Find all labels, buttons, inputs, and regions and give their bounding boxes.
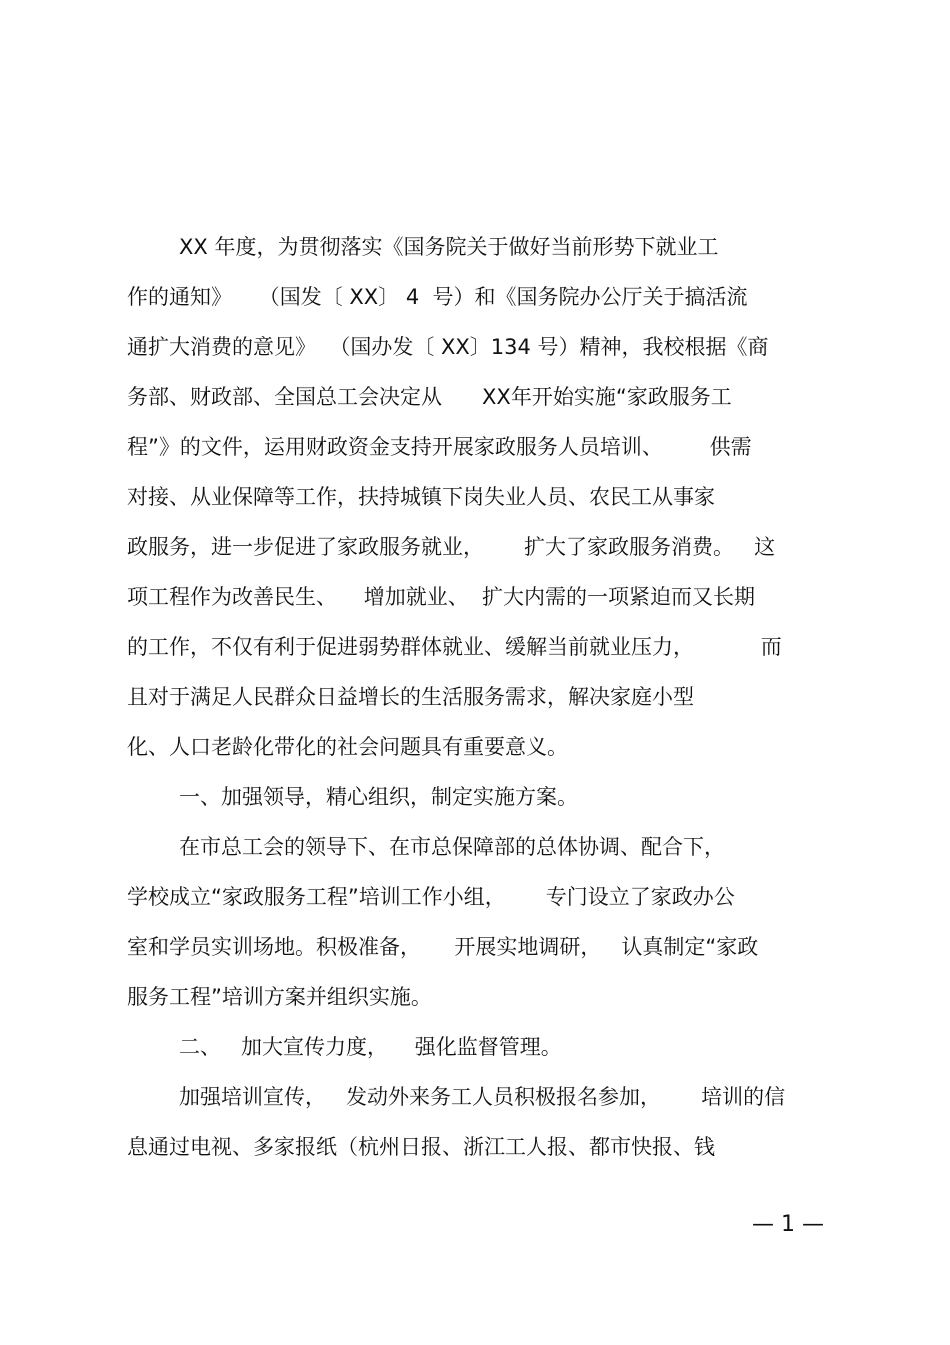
text-line: 且对于满足人民群众日益增长的生活服务需求，解决家庭小型 bbox=[127, 685, 694, 709]
text-line: 对接、从业保障等工作，扶持城镇下岗失业人员、农民工从事家 bbox=[127, 485, 715, 509]
text-line: 服务工程”培训方案并组织实施。 bbox=[127, 985, 432, 1009]
text-line: XX 年度，为贯彻落实《国务院关于做好当前形势下就业工 bbox=[179, 235, 719, 259]
text-line: 项工程作为改善民生、 增加就业、 扩大内需的一项紧迫而又长期 bbox=[127, 585, 756, 609]
body-text bbox=[127, 222, 847, 1172]
text-line: 的工作，不仅有利于促进弱势群体就业、缓解当前就业压力， 而 bbox=[127, 635, 782, 659]
text-line: 加强培训宣传， 发动外来务工人员积极报名参加， 培训的信 bbox=[179, 1085, 786, 1109]
text-line: 通扩大消费的意见》 （国办发〔 XX〕134 号）精神，我校根据《商 bbox=[127, 335, 769, 359]
text-line: 在市总工会的领导下、在市总保障部的总体协调、配合下， bbox=[179, 835, 725, 859]
text-line: 务部、财政部、全国总工会决定从 XX年开始实施“家政服务工 bbox=[127, 385, 732, 409]
section-heading: 一、加强领导，精心组织，制定实施方案。 bbox=[179, 785, 578, 809]
text-line: 化、人口老龄化带化的社会问题具有重要意义。 bbox=[127, 735, 568, 759]
text-line: 程”》的文件，运用财政资金支持开展家政服务人员培训、 供需 bbox=[127, 435, 752, 459]
text-line: 政服务，进一步促进了家政服务就业， 扩大了家政服务消费。 这 bbox=[127, 535, 776, 559]
page-number: — 1 — bbox=[752, 1212, 824, 1237]
text-line: 室和学员实训场地。积极准备， 开展实地调研， 认真制定“家政 bbox=[127, 935, 759, 959]
text-line: 作的通知》 （国发〔 XX〕 4 号）和《国务院办公厅关于搞活流 bbox=[127, 285, 748, 309]
section-heading: 二、 加大宣传力度， 强化监督管理。 bbox=[179, 1035, 562, 1059]
text-line: 息通过电视、多家报纸（杭州日报、浙江工人报、都市快报、钱 bbox=[127, 1135, 715, 1159]
text-line: 学校成立“家政服务工程”培训工作小组， 专门设立了家政办公 bbox=[127, 885, 735, 909]
